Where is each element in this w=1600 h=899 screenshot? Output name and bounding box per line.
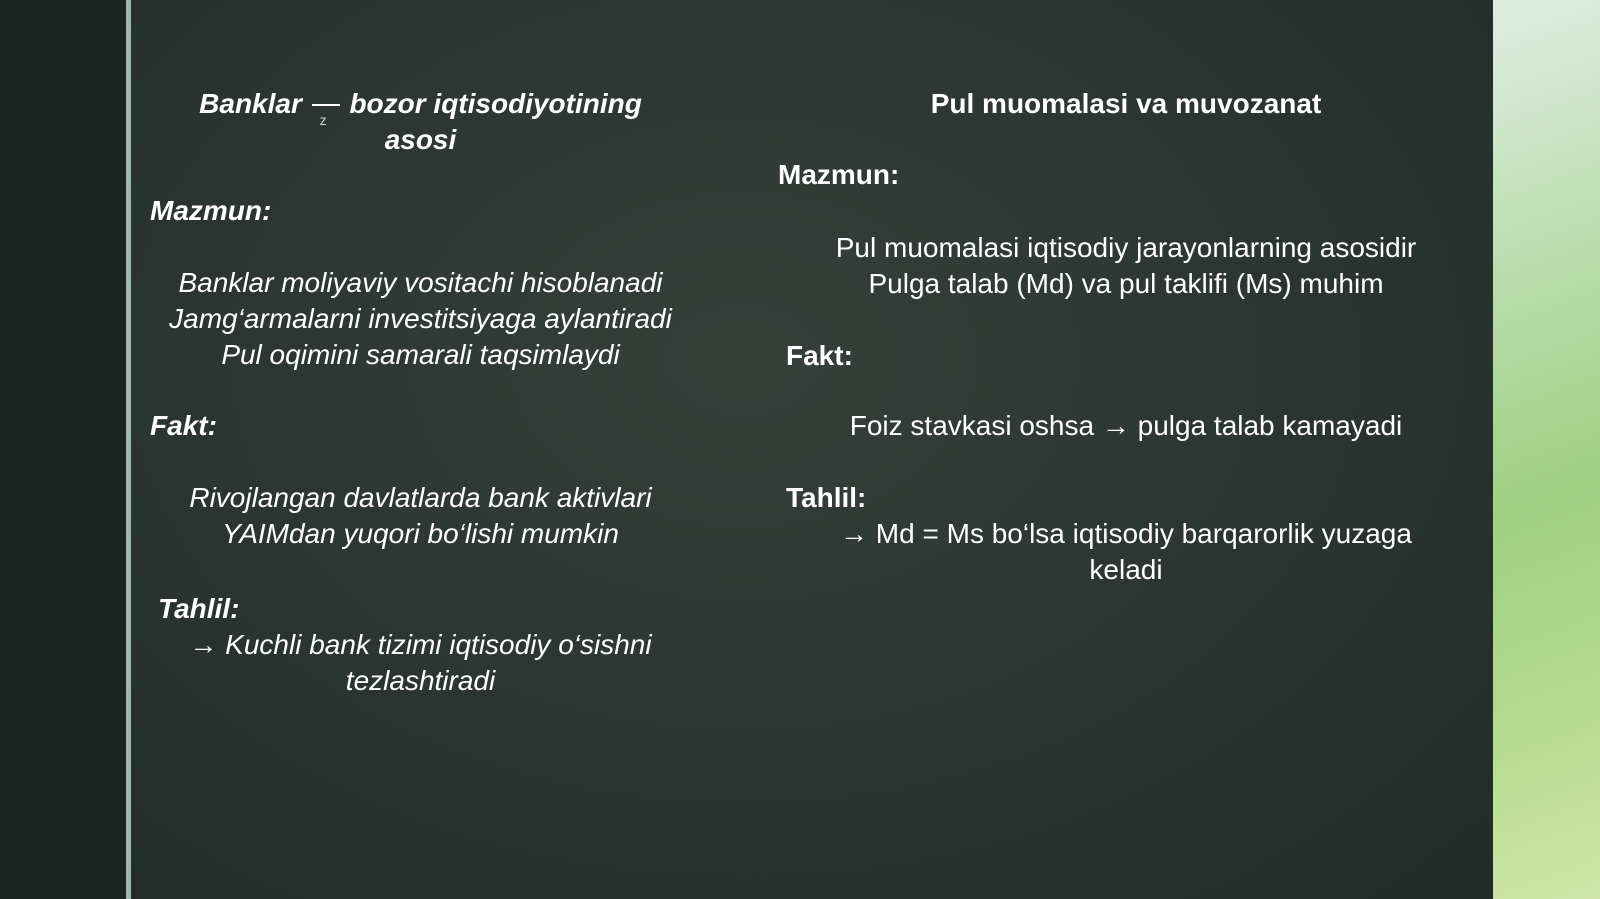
- left-tahlil-label: Tahlil:: [158, 593, 240, 624]
- left-fakt-line: YAIMdan yuqori bo‘lishi mumkin: [222, 518, 619, 549]
- right-tahlil-label: Tahlil:: [786, 482, 867, 513]
- right-fakt-label: Fakt:: [786, 340, 853, 371]
- left-fakt-text: [148, 480, 693, 552]
- right-decorative-panel: [1493, 0, 1600, 899]
- right-mazmun-line: Pulga talab (Md) va pul taklifi (Ms) muhim: [868, 268, 1384, 299]
- left-mazmun-text: [148, 265, 693, 373]
- left-mazmun-line: Jamg‘armalarni investitsiyaga aylantiradi: [169, 303, 672, 334]
- right-tahlil-line: keladi: [1089, 554, 1163, 585]
- left-margin-strip: [0, 0, 126, 899]
- left-title-part2: bozor iqtisodiyotining: [349, 88, 642, 119]
- left-mazmun-label: Mazmun:: [150, 195, 272, 226]
- right-fakt-text: [776, 408, 1476, 444]
- left-tahlil-line: tezlashtiradi: [345, 665, 496, 696]
- right-mazmun-label: Mazmun:: [778, 159, 900, 190]
- right-mazmun-text: [776, 230, 1476, 302]
- left-tahlil-line: → Kuchli bank tizimi iqtisodiy o‘sishni: [189, 629, 652, 660]
- right-column-title: Pul muomalasi va muvozanat: [930, 88, 1322, 119]
- right-tahlil-line: → Md = Ms bo‘lsa iqtisodiy barqarorlik yuzaga: [840, 518, 1412, 549]
- right-tahlil-text: [776, 516, 1476, 588]
- right-fakt-line: Foiz stavkasi oshsa → pulga talab kamayadi: [849, 410, 1403, 441]
- left-tahlil-text: [148, 627, 693, 699]
- left-title-line2: asosi: [384, 124, 457, 155]
- left-title-part1: Banklar: [199, 88, 302, 119]
- left-mazmun-line: Pul oqimini samarali taqsimlaydi: [221, 339, 620, 370]
- left-mazmun-line: Banklar moliyaviy vositachi hisoblanadi: [178, 267, 663, 298]
- left-fakt-label: Fakt:: [150, 410, 217, 441]
- title-dash-mark: [310, 96, 342, 116]
- left-column-title: [148, 86, 693, 158]
- left-fakt-line: Rivojlangan davlatlarda bank aktivlari: [189, 482, 652, 513]
- right-mazmun-line: Pul muomalasi iqtisodiy jarayonlarning asosidir: [835, 232, 1417, 263]
